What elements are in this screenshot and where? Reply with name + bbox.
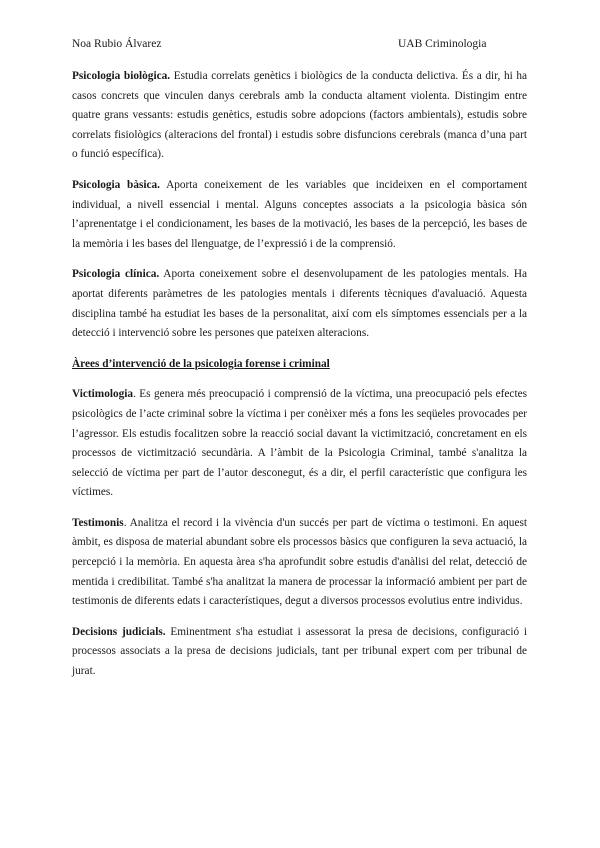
paragraph-text: . Analitza el record i la vivència d'un succés per part de víctima o testimoni. En aquest àmbit, es disposa de material abundant sobre els processos bàsics que configuren la seva actuació, la percepció i la memòria. En aquesta àrea s'ha aprofundit sobre estudis d'anàlisi del relat, detecció de mentida i credibilitat. També s'ha analitzat la manera de processar la informació ambient per part de testimonis de diferents edats i característiques, degut a diversos processos evolutius entre individus. [72, 516, 527, 608]
paragraph-term: Psicologia biològica. [72, 70, 171, 82]
paragraph-decisions-judicials [72, 623, 527, 682]
paragraph-text: Aporta coneixement de les variables que incideixen en el comportament individual, a nivell essencial i mental. Alguns conceptes associats a la psicologia bàsica són l’aprenentatge i el condicionament, les bases de la motivació, les bases de la percepció, les bases de la memòria i les bases del llenguatge, de l’expressió i de la comprensió. [72, 178, 527, 250]
paragraph-text: Eminentment s'ha estudiat i assessorat la presa de decisions, configuració i processos associats a la presa de decisions judicials, tant per tribunal expert com per tribunal de jurat. [72, 625, 527, 678]
paragraph-testimonis [72, 514, 527, 612]
paragraph-psicologia-clinica [72, 265, 527, 343]
header-course: UAB Criminologia [398, 38, 487, 50]
document-body [72, 67, 527, 693]
section-heading: Àrees d’intervenció de la psicologia forense i criminal [72, 357, 330, 370]
header-author: Noa Rubio Álvarez [72, 38, 162, 50]
paragraph-term: Decisions judicials. [72, 625, 166, 638]
paragraph-term: Victimologia [72, 388, 134, 401]
page-header [72, 38, 528, 54]
paragraph-psicologia-basica [72, 176, 527, 254]
paragraph-term: Psicologia clínica. [72, 268, 160, 281]
paragraph-victimologia [72, 385, 527, 503]
paragraph-text: Aporta coneixement sobre el desenvolupament de les patologies mentals. Ha aportat diferents paràmetres de les patologies mentals i diferents tècniques d'avaluació. Aquesta disciplina també ha estudiat les bases de la personalitat, així com els símptomes essencials per a la detecció i intervenció sobre les persones que pateixen alteracions. [72, 268, 527, 340]
paragraph-term: Psicologia bàsica. [72, 178, 160, 191]
paragraph-psicologia-biologica [72, 67, 527, 165]
paragraph-text: Estudia correlats genètics i biològics de la conducta delictiva. És a dir, hi ha casos concrets que vinculen danys cerebrals amb la conducta altament violenta. Distingim entre quatre grans vessants: estudis genètics, estudis sobre adopcions (factors ambientals), estudis sobre correlats fisiològics (alteracions del frontal) i estudis sobre disfuncions cerebrals (manca d’una part o funció específica). [72, 70, 528, 161]
paragraph-term: Testimonis [72, 516, 124, 529]
paragraph-text: . Es genera més preocupació i comprensió de la víctima, una preocupació pels efectes psicològics de l’acte criminal sobre la víctima i per conèixer més a fons les seqüeles provocades per l’agressor. Els estudis focalitzen sobre la reacció social davant la victimització, concretament en els processos de victimització secundària. A l’àmbit de la Psicologia Criminal, també s'analitza la selecció de víctima per part de l’autor desconegut, és a dir, el perfil característic que configura les víctimes. [72, 388, 527, 499]
